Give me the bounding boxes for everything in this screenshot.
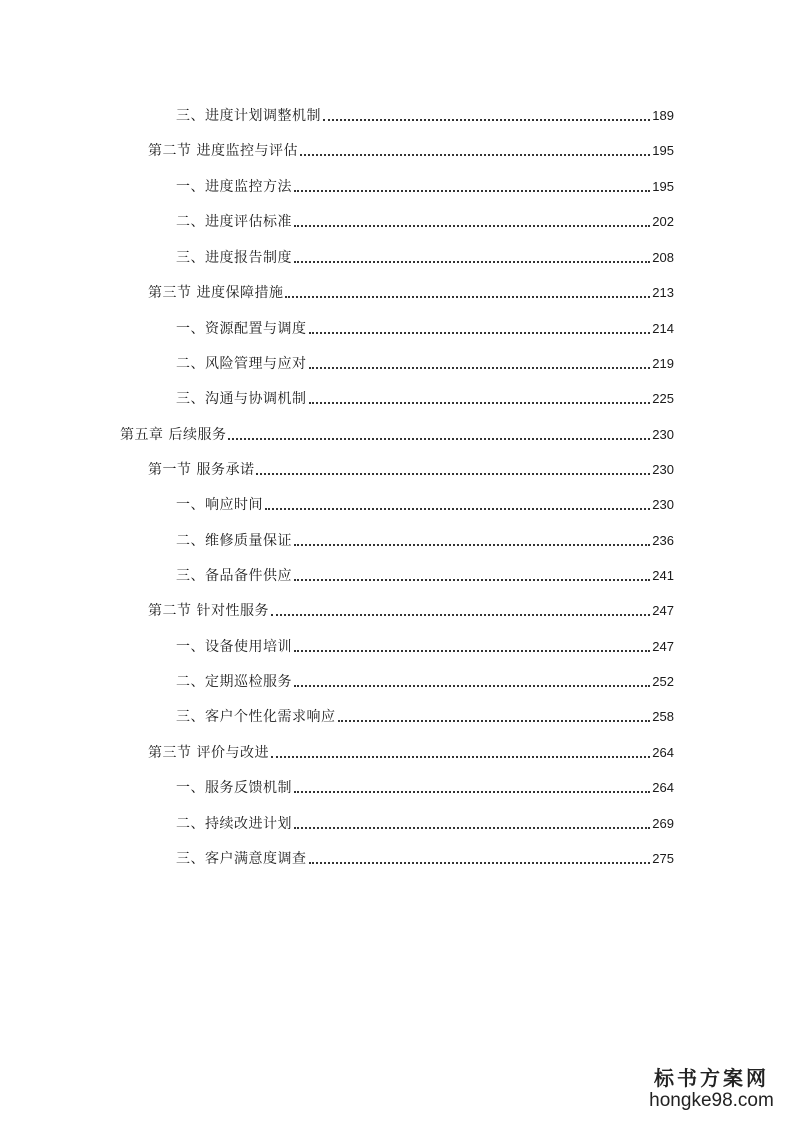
toc-dot-leader	[309, 332, 651, 334]
toc-entry-page: 214	[652, 321, 674, 336]
toc-entry[interactable]	[176, 811, 674, 833]
toc-entry-title: 二、进度评估标准	[176, 214, 292, 230]
toc-entry-page: 230	[652, 462, 674, 477]
toc-entry-title: 三、进度报告制度	[176, 250, 292, 266]
toc-dot-leader	[285, 296, 650, 298]
toc-dot-leader	[309, 862, 651, 864]
toc-dot-leader	[294, 827, 650, 829]
toc-entry-page: 230	[652, 497, 674, 512]
toc-dot-leader	[294, 225, 650, 227]
toc-entry-page: 258	[652, 709, 674, 724]
toc-entry-title: 三、客户个性化需求响应	[176, 709, 336, 725]
watermark-title: 标书方案网	[654, 1066, 769, 1090]
toc-entry-page: 264	[652, 745, 674, 760]
toc-entry[interactable]	[176, 245, 674, 267]
toc-entry-title: 三、沟通与协调机制	[176, 391, 307, 407]
toc-entry-title: 第五章 后续服务	[120, 427, 227, 443]
toc-dot-leader	[294, 650, 650, 652]
toc-dot-leader	[294, 190, 650, 192]
toc-entry-title: 二、风险管理与应对	[176, 356, 307, 372]
toc-entry-page: 202	[652, 214, 674, 229]
toc-entry[interactable]	[176, 103, 674, 125]
toc-entry-title: 一、进度监控方法	[176, 179, 292, 195]
toc-entry-title: 第二节 针对性服务	[148, 603, 269, 619]
toc-entry-page: 247	[652, 603, 674, 618]
toc-entry[interactable]	[148, 598, 674, 620]
toc-entry-page: 195	[652, 179, 674, 194]
toc-dot-leader	[294, 579, 650, 581]
toc-entry[interactable]	[148, 457, 674, 479]
toc-entry-page: 264	[652, 780, 674, 795]
toc-dot-leader	[271, 756, 650, 758]
toc-entry[interactable]	[176, 209, 674, 231]
toc-entry-title: 第二节 进度监控与评估	[148, 143, 298, 159]
toc-entry[interactable]	[176, 528, 674, 550]
watermark-url: hongke98.com	[649, 1090, 774, 1111]
toc-entry[interactable]	[148, 138, 674, 160]
watermark-logo	[644, 1066, 779, 1112]
toc-dot-leader	[294, 685, 650, 687]
toc-entry[interactable]	[148, 280, 674, 302]
toc-dot-leader	[338, 720, 651, 722]
toc-dot-leader	[323, 119, 650, 121]
toc-entry-title: 二、定期巡检服务	[176, 674, 292, 690]
toc-entry[interactable]	[176, 492, 674, 514]
toc-dot-leader	[300, 154, 650, 156]
toc-entry-page: 247	[652, 639, 674, 654]
toc-entry-title: 一、资源配置与调度	[176, 321, 307, 337]
toc-entry-title: 第三节 评价与改进	[148, 745, 269, 761]
toc-entry[interactable]	[176, 775, 674, 797]
toc-entry[interactable]	[176, 669, 674, 691]
toc-entry-page: 230	[652, 427, 674, 442]
toc-entry-title: 一、响应时间	[176, 497, 263, 513]
toc-entry[interactable]	[176, 634, 674, 656]
toc-dot-leader	[228, 438, 650, 440]
toc-entry-page: 236	[652, 533, 674, 548]
toc-entry-title: 三、客户满意度调查	[176, 851, 307, 867]
toc-entry-page: 208	[652, 250, 674, 265]
toc-entry-title: 三、备品备件供应	[176, 568, 292, 584]
toc-entry-page: 213	[652, 285, 674, 300]
toc-entry[interactable]	[176, 563, 674, 585]
toc-entry-title: 第三节 进度保障措施	[148, 285, 284, 301]
toc-entry[interactable]	[120, 422, 674, 444]
toc-entry-page: 252	[652, 674, 674, 689]
toc-entry-page: 219	[652, 356, 674, 371]
toc-entry-page: 195	[652, 143, 674, 158]
toc-dot-leader	[294, 791, 650, 793]
toc-dot-leader	[309, 367, 651, 369]
toc-entry-title: 第一节 服务承诺	[148, 462, 255, 478]
toc-dot-leader	[256, 473, 650, 475]
toc-dot-leader	[309, 402, 651, 404]
toc-entry-page: 241	[652, 568, 674, 583]
toc-entry[interactable]	[176, 351, 674, 373]
toc-entry-page: 189	[652, 108, 674, 123]
toc-entry-title: 二、维修质量保证	[176, 533, 292, 549]
toc-entry[interactable]	[176, 704, 674, 726]
toc-dot-leader	[294, 544, 650, 546]
toc-entry-page: 275	[652, 851, 674, 866]
toc-entry-page: 269	[652, 816, 674, 831]
toc-entry[interactable]	[176, 316, 674, 338]
toc-entry-title: 二、持续改进计划	[176, 816, 292, 832]
toc-dot-leader	[265, 508, 650, 510]
toc-dot-leader	[271, 614, 650, 616]
toc-entry-title: 一、设备使用培训	[176, 639, 292, 655]
toc-entry[interactable]	[176, 174, 674, 196]
toc-entry-title: 一、服务反馈机制	[176, 780, 292, 796]
toc-entry-page: 225	[652, 391, 674, 406]
toc-entry[interactable]	[176, 846, 674, 868]
toc-dot-leader	[294, 261, 650, 263]
toc-entry-title: 三、进度计划调整机制	[176, 108, 321, 124]
toc-entry[interactable]	[176, 386, 674, 408]
toc-entry[interactable]	[148, 740, 674, 762]
